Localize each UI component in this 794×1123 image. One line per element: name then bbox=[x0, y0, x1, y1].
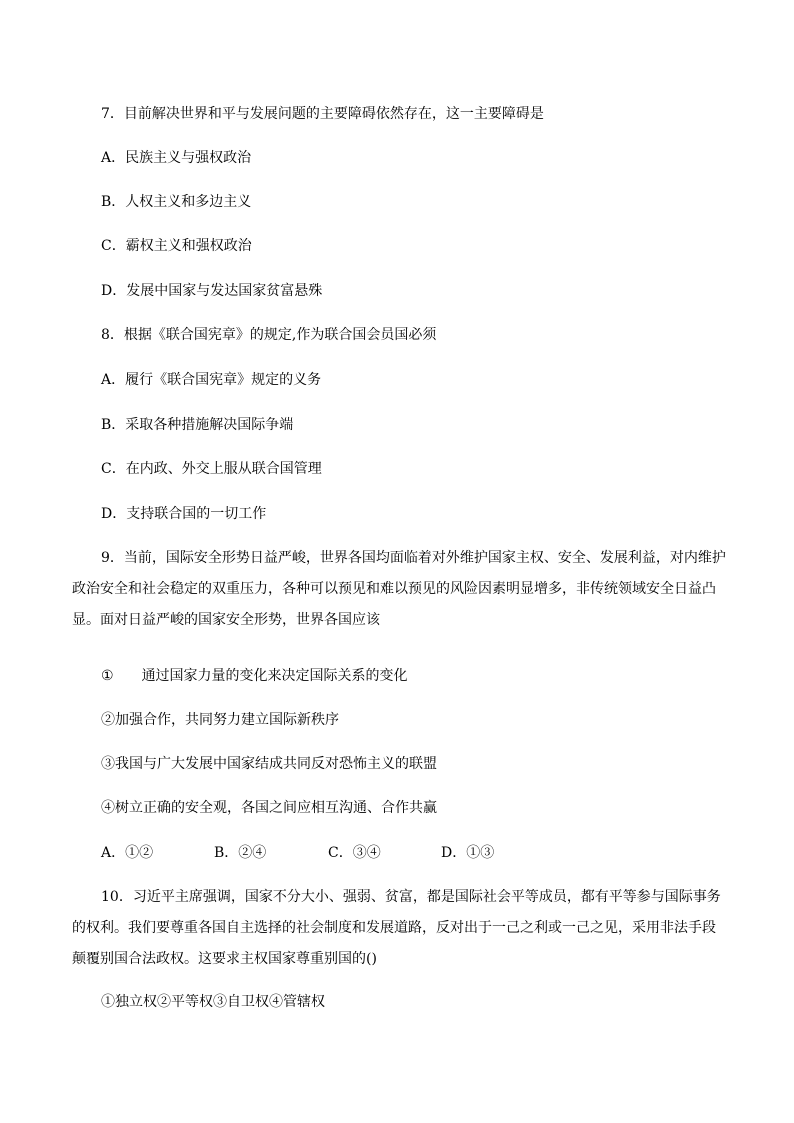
question-10-stem-line-1: 10．习近平主席强调，国家不分大小、强弱、贫富，都是国际社会平等成员，都有平等参与国际事务 bbox=[101, 889, 721, 905]
question-8-stem: 8．根据《联合国宪章》的规定,作为联合国会员国必须 bbox=[101, 327, 437, 343]
question-8-option-a: A．履行《联合国宪章》规定的义务 bbox=[101, 372, 322, 388]
question-9-stem-line-2: 政治安全和社会稳定的双重压力，各种可以预见和难以预见的风险因素明显增多，非传统领域安全日益凸 bbox=[72, 581, 716, 597]
question-9-statement-4: ④树立正确的安全观，各国之间应相互沟通、合作共赢 bbox=[101, 800, 437, 816]
question-8-option-d: D．支持联合国的一切工作 bbox=[101, 506, 267, 522]
question-9-statement-1 bbox=[101, 666, 408, 686]
question-7-option-b: B．人权主义和多边主义 bbox=[101, 194, 252, 210]
question-7-stem: 7．目前解决世界和平与发展问题的主要障碍依然存在，这一主要障碍是 bbox=[101, 106, 544, 122]
question-7-option-c: C．霸权主义和强权政治 bbox=[101, 238, 252, 254]
statement-1-text: 通过国家力量的变化来决定国际关系的变化 bbox=[141, 668, 408, 684]
statement-1-mark: ① bbox=[101, 668, 114, 684]
question-9-stem-line-3: 显。面对日益严峻的国家安全形势，世界各国应该 bbox=[72, 612, 380, 628]
question-9-option-c: C．③④ bbox=[328, 845, 381, 861]
question-9-option-d: D．①③ bbox=[441, 845, 495, 861]
question-9-statement-2: ②加强合作，共同努力建立国际新秩序 bbox=[101, 712, 339, 728]
question-9-option-a: A．①② bbox=[101, 845, 154, 861]
question-10-stem-line-2: 的权利。我们要尊重各国自主选择的社会制度和发展道路，反对出于一己之利或一己之见，采用非法手段 bbox=[72, 920, 716, 936]
question-8-option-b: B．采取各种措施解决国际争端 bbox=[101, 417, 294, 433]
question-7-option-a: A．民族主义与强权政治 bbox=[101, 150, 252, 166]
question-9-option-b: B．②④ bbox=[214, 845, 267, 861]
question-10-statements: ①独立权②平等权③自卫权④管辖权 bbox=[101, 994, 325, 1010]
question-9-options bbox=[101, 843, 601, 863]
question-10-stem-line-3: 颠覆别国合法政权。这要求主权国家尊重别国的() bbox=[72, 951, 377, 967]
question-10-stem bbox=[72, 882, 724, 975]
question-9-stem-line-1: 9．当前，国际安全形势日益严峻，世界各国均面临着对外维护国家主权、安全、发展利益，对内维护 bbox=[101, 550, 726, 566]
question-9-stem bbox=[72, 543, 724, 636]
question-9-statement-3: ③我国与广大发展中国家结成共同反对恐怖主义的联盟 bbox=[101, 756, 437, 772]
question-8-option-c: C．在内政、外交上服从联合国管理 bbox=[101, 461, 322, 477]
question-7-option-d: D．发展中国家与发达国家贫富悬殊 bbox=[101, 283, 323, 299]
